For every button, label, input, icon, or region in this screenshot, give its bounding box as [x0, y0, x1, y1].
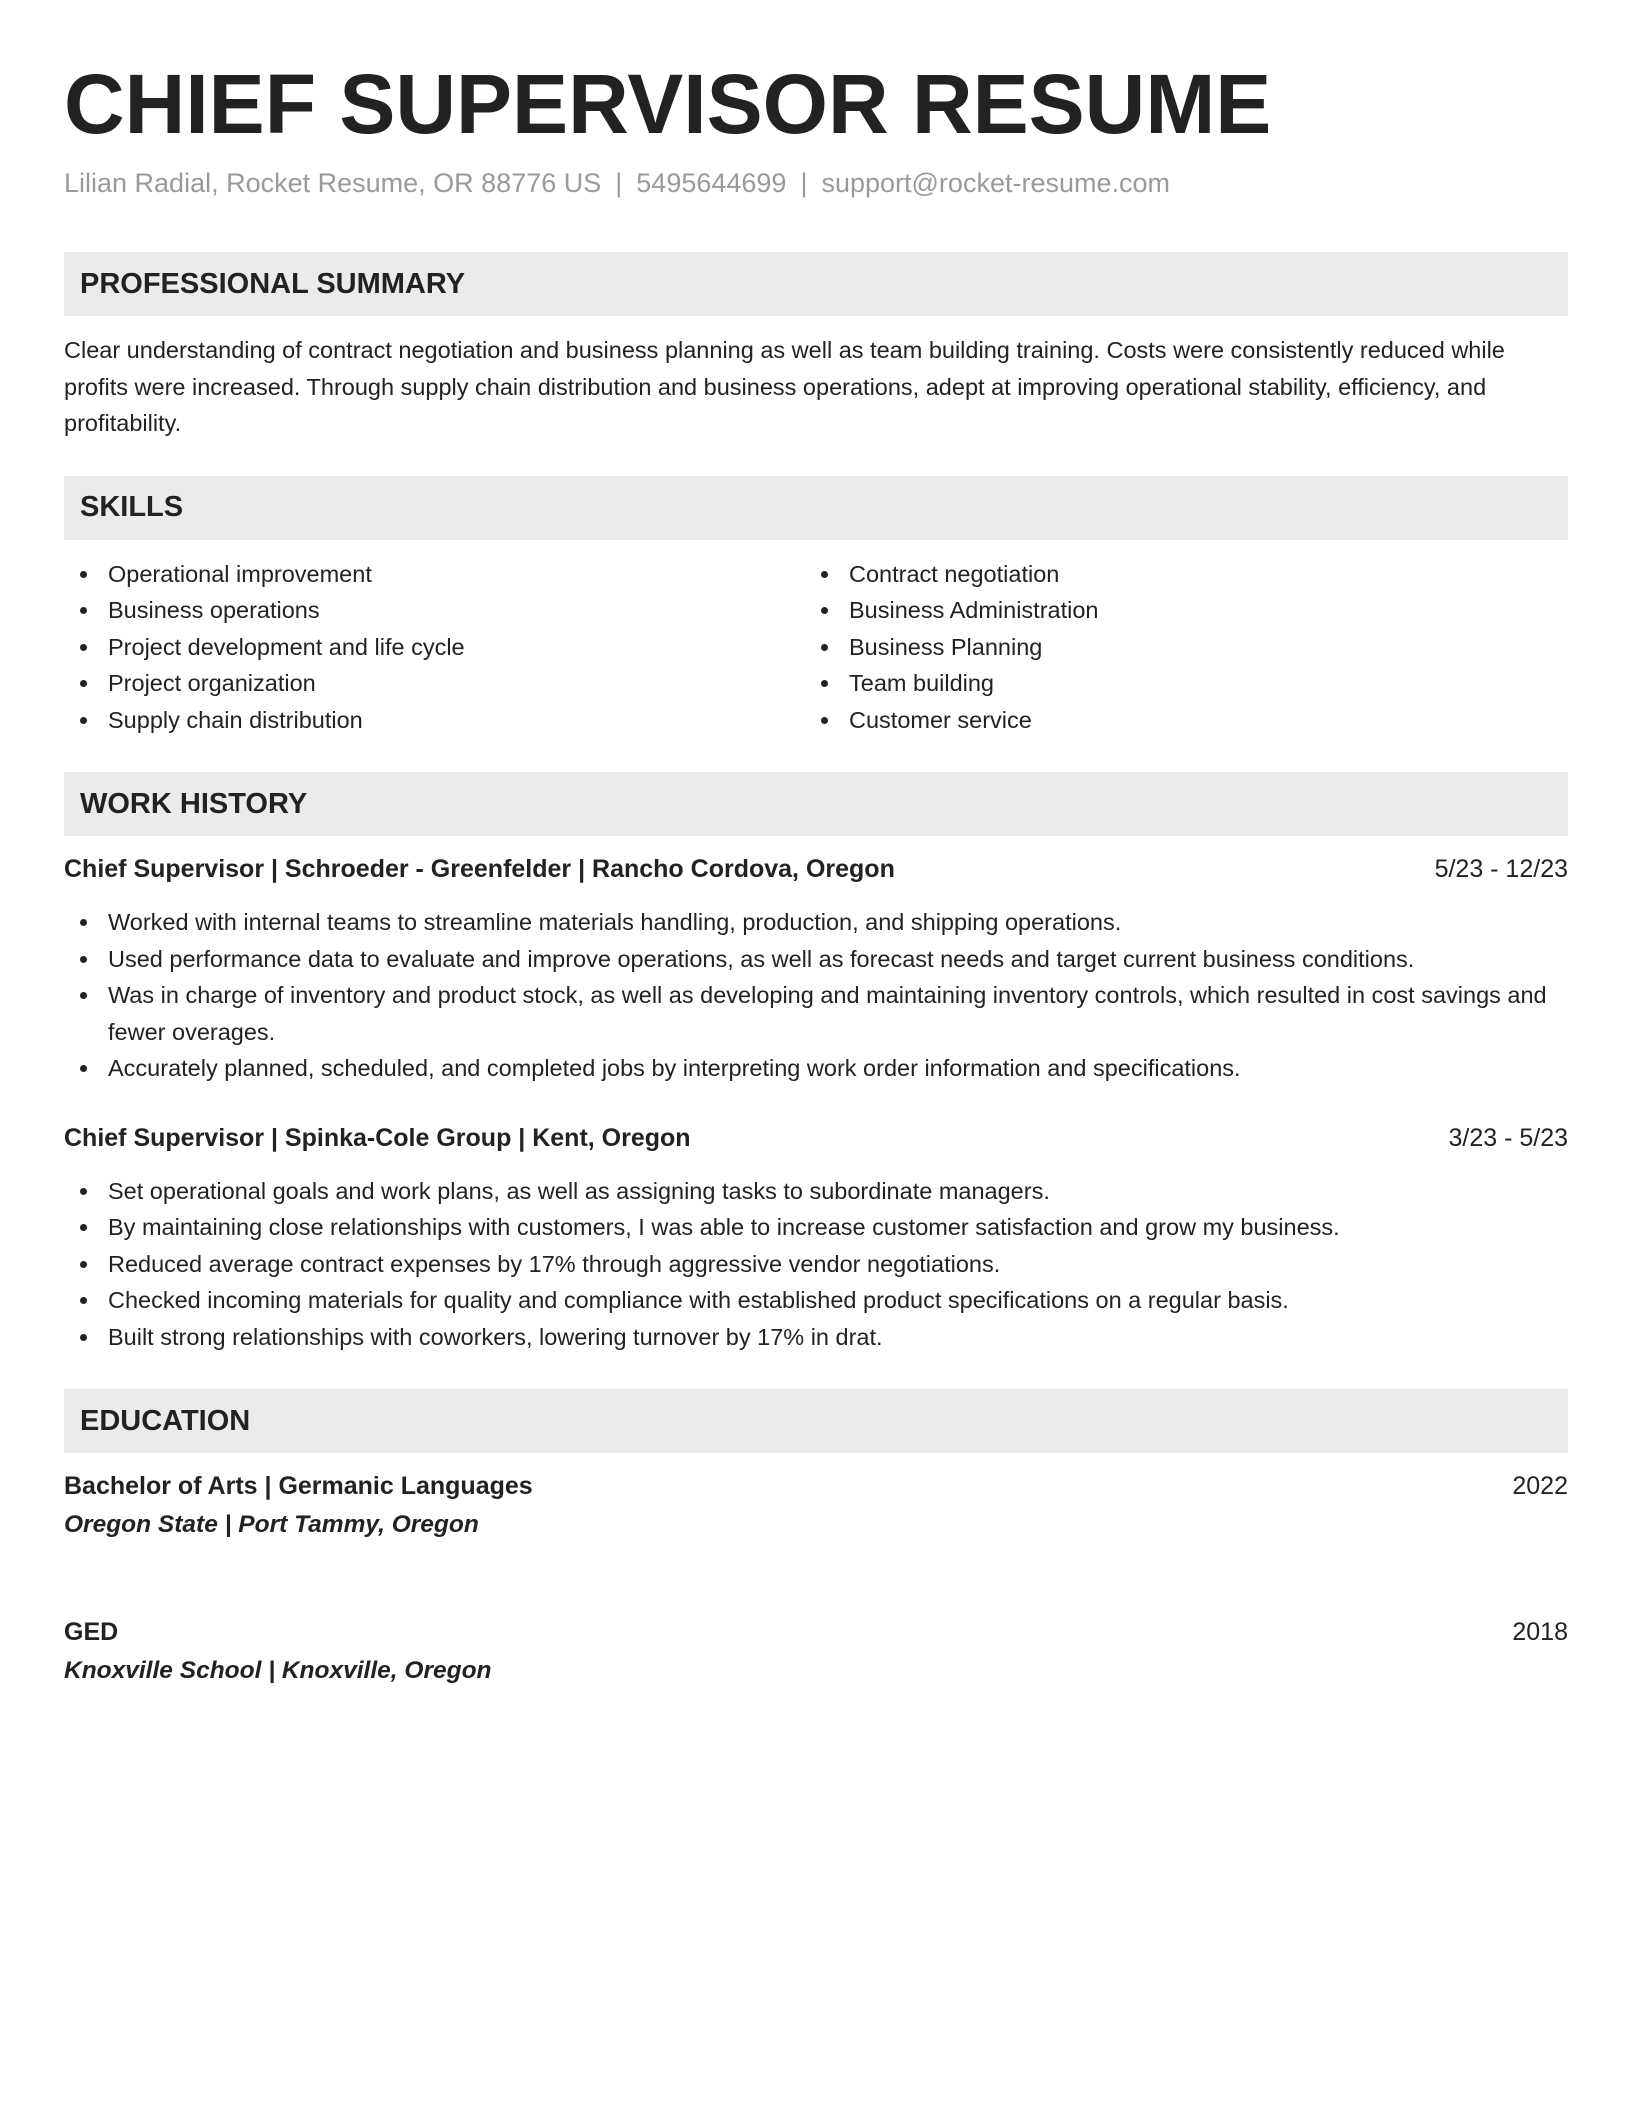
job-bullet: Set operational goals and work plans, as well as assigning tasks to subordinate managers.	[64, 1173, 1568, 1210]
job-bullet: Worked with internal teams to streamline materials handling, production, and shipping operations.	[64, 904, 1568, 941]
skill-item: Business Administration	[805, 592, 1546, 629]
contact-separator: |	[800, 168, 808, 198]
contact-phone: 5495644699	[636, 168, 787, 198]
education-school: Knoxville School | Knoxville, Oregon	[64, 1657, 492, 1684]
education-degree: GED	[64, 1618, 119, 1646]
skill-item: Business Planning	[805, 629, 1546, 666]
contact-address: Lilian Radial, Rocket Resume, OR 88776 US	[64, 168, 602, 198]
skill-item: Project organization	[64, 665, 805, 702]
education-entry-header	[64, 1469, 1568, 1503]
job-dates: 3/23 - 5/23	[1448, 1123, 1568, 1152]
skill-item: Operational improvement	[64, 556, 805, 593]
job-bullet: Was in charge of inventory and product stock, as well as developing and maintaining inventory controls, which resulted in cost savings and fewer overages.	[64, 977, 1568, 1050]
education-school: Oregon State | Port Tammy, Oregon	[64, 1511, 479, 1538]
skills-column-right	[805, 556, 1546, 739]
job-bullets	[64, 1173, 1568, 1356]
skill-item: Supply chain distribution	[64, 702, 805, 739]
job-bullet: Checked incoming materials for quality and compliance with established product specifications on a regular basis.	[64, 1282, 1568, 1319]
resume-title: CHIEF SUPERVISOR RESUME	[64, 57, 1272, 151]
skills-list	[64, 556, 1568, 739]
contact-separator: |	[615, 168, 623, 198]
job-header	[64, 1121, 1568, 1155]
contact-email: support@rocket-resume.com	[821, 168, 1170, 198]
job-bullets	[64, 904, 1568, 1087]
education-year: 2018	[1512, 1618, 1568, 1646]
skill-item: Team building	[805, 665, 1546, 702]
job-bullet: By maintaining close relationships with customers, I was able to increase customer satisfaction and grow my business.	[64, 1209, 1568, 1246]
work-history-heading: WORK HISTORY	[64, 772, 1568, 836]
job-bullet: Used performance data to evaluate and improve operations, as well as forecast needs and target current business conditions.	[64, 941, 1568, 978]
job-header	[64, 852, 1568, 886]
skills-column-left	[64, 556, 805, 739]
job-dates: 5/23 - 12/23	[1434, 855, 1568, 883]
skill-item: Project development and life cycle	[64, 629, 805, 666]
job-bullet: Built strong relationships with coworkers, lowering turnover by 17% in drat.	[64, 1319, 1568, 1356]
education-entry-header	[64, 1615, 1568, 1649]
skill-item: Customer service	[805, 702, 1546, 739]
job-title: Chief Supervisor | Spinka-Cole Group | Kent, Oregon	[64, 1123, 691, 1152]
job-bullet: Accurately planned, scheduled, and completed jobs by interpreting work order information and specifications.	[64, 1050, 1568, 1087]
skill-item: Contract negotiation	[805, 556, 1546, 593]
job-bullet: Reduced average contract expenses by 17% through aggressive vendor negotiations.	[64, 1246, 1568, 1283]
education-heading: EDUCATION	[64, 1389, 1568, 1453]
skills-heading: SKILLS	[64, 476, 1568, 540]
education-year: 2022	[1512, 1472, 1568, 1500]
skill-item: Business operations	[64, 592, 805, 629]
contact-line	[64, 166, 1568, 200]
summary-text: Clear understanding of contract negotiation and business planning as well as team building training. Costs were consistently reduced while profits were increased. Through supply chain distribution and business operations, adept at improving operational stability, efficiency, and profitability.	[64, 337, 1505, 436]
education-degree: Bachelor of Arts | Germanic Languages	[64, 1472, 533, 1500]
job-title: Chief Supervisor | Schroeder - Greenfelder | Rancho Cordova, Oregon	[64, 855, 895, 883]
summary-heading: PROFESSIONAL SUMMARY	[64, 252, 1568, 316]
